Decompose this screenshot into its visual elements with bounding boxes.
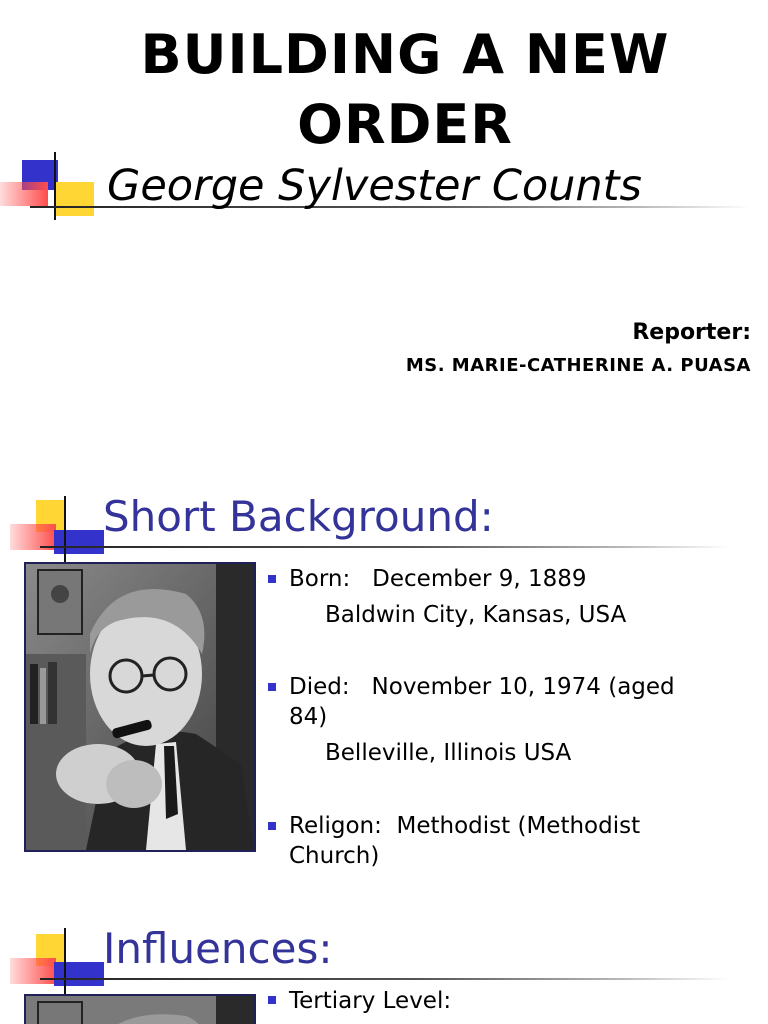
slide-title-section: [0, 0, 768, 420]
subtitle: George Sylvester Counts: [107, 161, 642, 211]
bullet-icon: [268, 822, 276, 830]
died-label: Died:: [289, 674, 350, 700]
bullet-died: [289, 672, 759, 732]
bullet-born: [289, 564, 759, 594]
portrait-photo-icon: [26, 996, 254, 1024]
section-heading: Short Background:: [103, 492, 494, 541]
slide-short-background: [0, 480, 768, 900]
reporter-name: MS. MARIE-CATHERINE A. PUASA: [405, 355, 751, 376]
portrait-photo-icon: [26, 564, 254, 850]
reporter-label: Reporter:: [632, 320, 751, 345]
died-date-cont: 84): [289, 704, 328, 730]
died-place: Belleville, Illinois USA: [325, 740, 572, 766]
bullet-icon: [268, 683, 276, 691]
portrait-photo: [24, 562, 256, 852]
heading-rule: [40, 978, 730, 980]
section-heading: Influences:: [103, 924, 333, 973]
born-label: Born:: [289, 566, 351, 592]
died-date: November 10, 1974 (aged: [371, 674, 675, 700]
bullet-religion: [289, 811, 759, 871]
page-title: BUILDING A NEW ORDER: [140, 23, 670, 156]
bullet-icon: [268, 575, 276, 583]
heading-rule: [40, 546, 730, 548]
slide-influences: [0, 910, 768, 1024]
bullet-icon: [268, 996, 276, 1004]
religion-label: Religon:: [289, 813, 382, 839]
portrait-photo: [24, 994, 256, 1024]
tertiary-label: Tertiary Level:: [289, 988, 452, 1014]
born-place: Baldwin City, Kansas, USA: [325, 602, 627, 628]
born-date: December 9, 1889: [372, 566, 587, 592]
religion-value-cont: Church): [289, 843, 380, 869]
religion-value: Methodist (Methodist: [396, 813, 641, 839]
bullet-tertiary: [289, 986, 451, 1016]
